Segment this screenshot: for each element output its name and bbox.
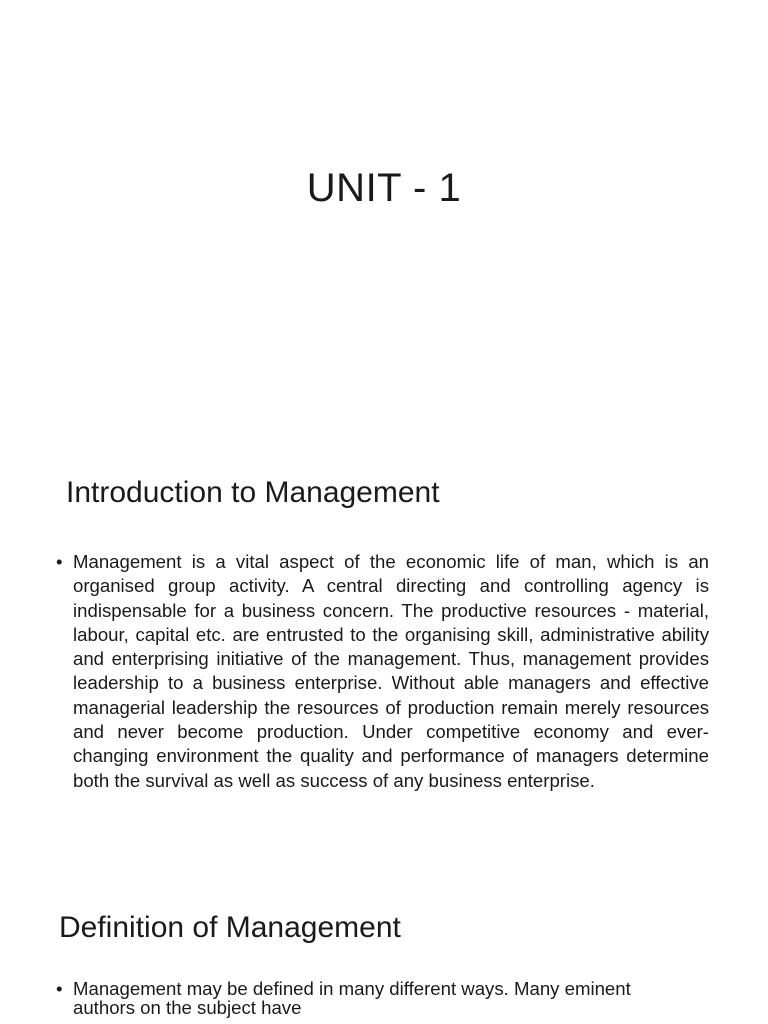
- definition-bullet-list: [56, 979, 656, 1017]
- definition-slide: [0, 895, 768, 1024]
- definition-heading: Definition of Management: [59, 911, 401, 944]
- bullet-icon: •: [56, 978, 63, 999]
- bullet-icon: •: [56, 551, 63, 572]
- introduction-bullet-list: [56, 550, 709, 793]
- list-item: [56, 550, 709, 793]
- introduction-paragraph: Management is a vital aspect of the economic life of man, which is an organised group activity. A central directing and controlling agency is indispensable for a business concern. The productive resources - material, labour, capital etc. are entrusted to the organising skill, administrative ability and enterprising initiative of the management. Thus, management provides leadership to a business enterprise. Without able managers and effective managerial leadership the resources of production remain merely resources and never become production. Under competitive economy and ever-changing environment the quality and performance of managers determine both the survival as well as success of any business enterprise.: [73, 551, 709, 791]
- unit-title: UNIT - 1: [306, 166, 462, 210]
- introduction-slide: [0, 440, 768, 895]
- list-item: [56, 979, 656, 1017]
- definition-paragraph: Management may be defined in many different ways. Many eminent authors on the subject have: [73, 978, 631, 1018]
- title-slide: [0, 0, 768, 440]
- introduction-heading: Introduction to Management: [66, 476, 440, 509]
